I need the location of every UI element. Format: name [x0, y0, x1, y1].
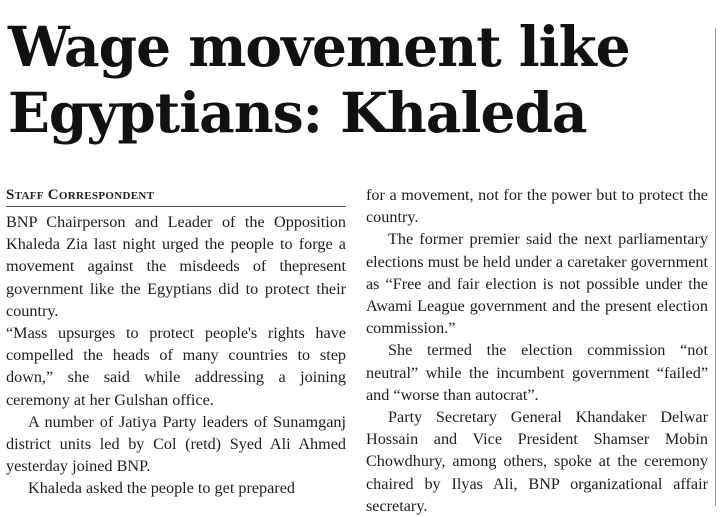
- article-column-right: [366, 184, 708, 517]
- byline: Staff Correspondent: [6, 184, 346, 207]
- article-column-left: [6, 184, 346, 500]
- paragraph: BNP Chairperson and Leader of the Opposition Khaleda Zia last night urged the people to forge a movement against the misdeeds of thepresent government like the Egyptians did to protect their country.: [6, 213, 346, 320]
- paragraph: A number of Jatiya Party leaders of Sunamganj district units led by Col (retd) Syed Ali Ahmed yesterday joined BNP.: [6, 412, 346, 476]
- paragraph: for a movement, not for the power but to protect the country.: [366, 186, 708, 227]
- paragraph: “Mass upsurges to protect people's rights have compelled the heads of many countries to step down,” she said while addressing a joining ceremony at her Gulshan office.: [6, 324, 346, 409]
- headline: Wage movement like Egyptians: Khaleda: [8, 14, 630, 145]
- column-rule: [715, 28, 716, 506]
- right-paragraphs: [366, 184, 708, 517]
- paragraph: Party Secretary General Khandaker Delwar Hossain and Vice President Shamser Mobin Chowdhury, among others, spoke at the ceremony chaired by Ilyas Ali, BNP organizational affair secretary.: [366, 408, 708, 515]
- left-paragraphs: [6, 211, 346, 500]
- paragraph: Khaleda asked the people to get prepared: [28, 479, 295, 498]
- paragraph: The former premier said the next parliamentary elections must be held under a caretaker government as “Free and fair election is not possible under the Awami League government and the present election commission.”: [366, 230, 708, 338]
- paragraph: She termed the election commission “not neutral” while the incumbent government “failed” and “worse than autocrat”.: [366, 341, 708, 404]
